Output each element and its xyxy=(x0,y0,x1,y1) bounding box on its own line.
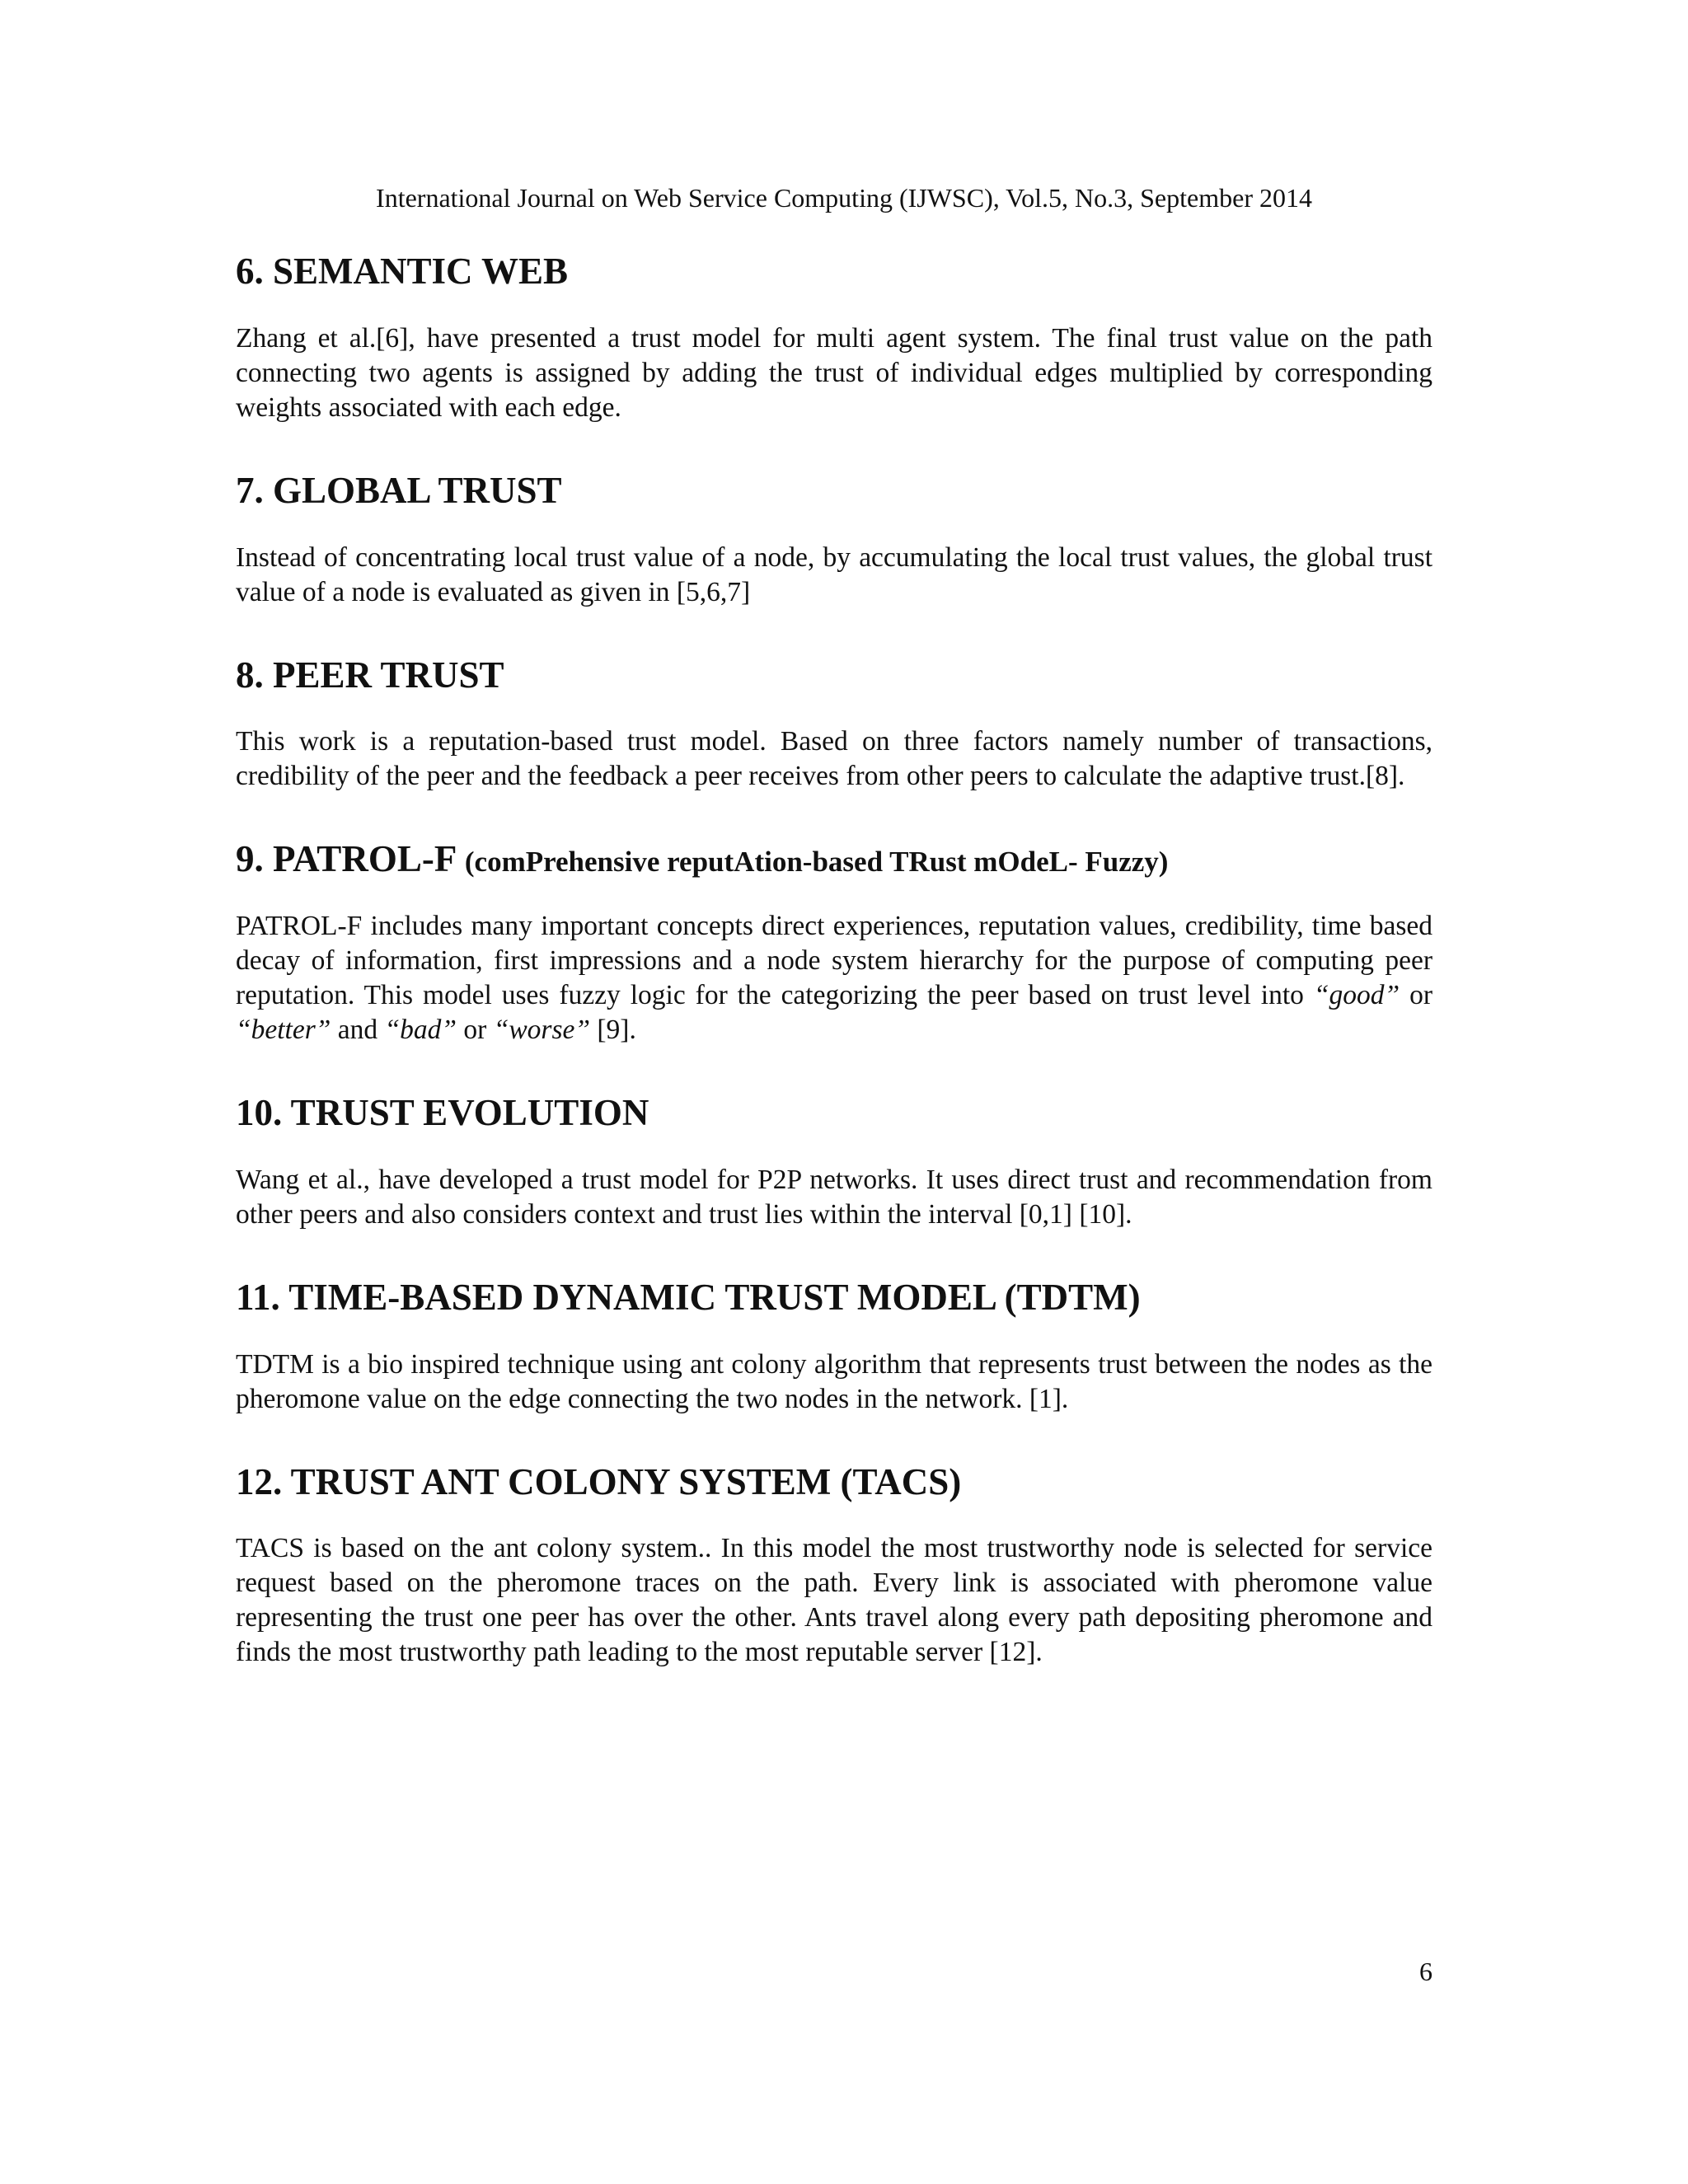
section-heading: 8. PEER TRUST xyxy=(236,654,504,696)
section-heading: 11. TIME-BASED DYNAMIC TRUST MODEL (TDTM) xyxy=(236,1276,1141,1318)
paragraph-text: or xyxy=(457,1015,494,1045)
page-body xyxy=(236,251,1432,1714)
page-number: 6 xyxy=(1419,1957,1432,1986)
section-paragraph: Instead of concentrating local trust value of a node, by accumulating the local trust values, the global trust value of a node is evaluated as given in [5,6,7] xyxy=(236,541,1432,607)
section-patrol-f xyxy=(236,838,1432,1047)
section-peer-trust xyxy=(236,654,1432,794)
term-worse: “worse” xyxy=(493,1015,591,1045)
section-paragraph xyxy=(236,909,1432,1047)
section-global-trust xyxy=(236,470,1432,610)
section-paragraph: This work is a reputation-based trust model. Based on three factors namely number of transactions, credibility of the peer and the feedback a peer receives from other peers to calculate the adaptive trust.[8]. xyxy=(236,726,1432,792)
section-paragraph: Wang et al., have developed a trust model for P2P networks. It uses direct trust and recommendation from other peers and also considers context and trust lies within the interval [0,1] [10]. xyxy=(236,1164,1432,1230)
section-heading: 12. TRUST ANT COLONY SYSTEM (TACS) xyxy=(236,1460,962,1502)
section-semantic-web xyxy=(236,251,1432,425)
section-paragraph: TDTM is a bio inspired technique using ant colony algorithm that represents trust between the nodes as the pheromone value on the edge connecting the two nodes in the network. [1]. xyxy=(236,1348,1432,1414)
heading-expansion: (comPrehensive reputAtion-based TRust mOdeL- Fuzzy) xyxy=(464,846,1169,879)
section-heading: 10. TRUST EVOLUTION xyxy=(236,1092,649,1133)
running-header: International Journal on Web Service Computing (IJWSC), Vol.5, No.3, September 2014 xyxy=(376,183,1312,213)
section-paragraph: Zhang et al.[6], have presented a trust model for multi agent system. The final trust value on the path connecting two agents is assigned by adding the trust of individual edges multiplied by corresponding weights associated with each edge. xyxy=(236,322,1432,423)
section-heading: 6. SEMANTIC WEB xyxy=(236,251,569,292)
paragraph-text: PATROL-F includes many important concepts direct experiences, reputation values, credibility, time based decay of information, first impressions and a node system hierarchy for the purpose of computing peer reputation. This model uses fuzzy logic for the categorizing the peer based on trust level into xyxy=(236,911,1432,1010)
term-better: “better” xyxy=(236,1015,331,1045)
paragraph-text: [9]. xyxy=(590,1015,636,1045)
paragraph-text: or xyxy=(1400,980,1433,1010)
paragraph-text: and xyxy=(331,1015,385,1045)
heading-main: 9. PATROL-F xyxy=(236,838,456,880)
section-tacs xyxy=(236,1461,1432,1671)
section-heading xyxy=(236,838,1432,881)
section-trust-evolution xyxy=(236,1092,1432,1232)
term-bad: “bad” xyxy=(384,1015,457,1045)
section-tdtm xyxy=(236,1277,1432,1417)
section-paragraph: TACS is based on the ant colony system.. In this model the most trustworthy node is selected for service request based on the pheromone traces on the path. Every link is associated with pheromone value representing the trust one peer has over the other. Ants travel along every path depositing pheromone and finds the most trustworthy path leading to the most reputable server [12]. xyxy=(236,1533,1432,1668)
term-good: “good” xyxy=(1313,980,1400,1010)
section-heading: 7. GLOBAL TRUST xyxy=(236,469,562,511)
